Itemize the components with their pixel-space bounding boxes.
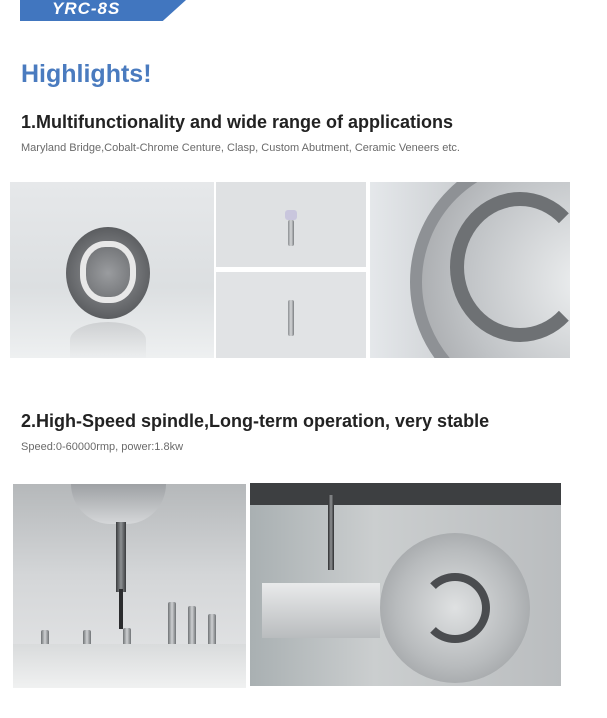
photo-spindle	[13, 484, 246, 688]
photo-abutment-1	[216, 182, 366, 267]
tool-tray-shape	[262, 583, 380, 638]
photo-cocr-disc	[10, 182, 214, 358]
tool-pin	[188, 606, 196, 644]
section-1-heading: 1.Multifunctionality and wide range of applications	[21, 112, 454, 132]
tool-pin	[83, 630, 91, 644]
section-2-subtext: Speed:0-60000rmp, power:1.8kw	[21, 441, 184, 453]
spindle-shaft-shape	[116, 522, 126, 592]
abutment-shape	[288, 300, 294, 336]
abutment-shape	[288, 220, 294, 246]
spindle-head-shape	[71, 484, 166, 524]
photo-bar-framework	[370, 182, 570, 358]
disc-holder-shape	[380, 533, 530, 683]
tool-pin	[208, 614, 216, 644]
framework-shape	[420, 573, 490, 643]
page-title: Highlights!	[21, 60, 152, 88]
photo-abutment-2	[216, 272, 366, 358]
tool-pin	[41, 630, 49, 644]
milling-tool-shape	[328, 495, 334, 570]
disc-reflection	[70, 322, 146, 358]
disc-shape	[66, 227, 150, 319]
machine-top-shape	[250, 483, 561, 505]
model-name: YRC-8S	[52, 0, 121, 18]
tool-pin	[168, 602, 176, 644]
photo-machine-interior	[250, 483, 561, 686]
section-2-heading: 2.High-Speed spindle,Long-term operation, very stable	[21, 411, 490, 431]
section-1-subtext: Maryland Bridge,Cobalt-Chrome Centure, Clasp, Custom Abutment, Ceramic Veneers etc.	[21, 142, 460, 154]
tool-pin	[123, 628, 131, 644]
framework-shape	[80, 241, 136, 303]
bur-tip-shape	[119, 589, 123, 629]
tool-tray-shape	[13, 644, 246, 688]
abutment-top-shape	[285, 210, 297, 220]
